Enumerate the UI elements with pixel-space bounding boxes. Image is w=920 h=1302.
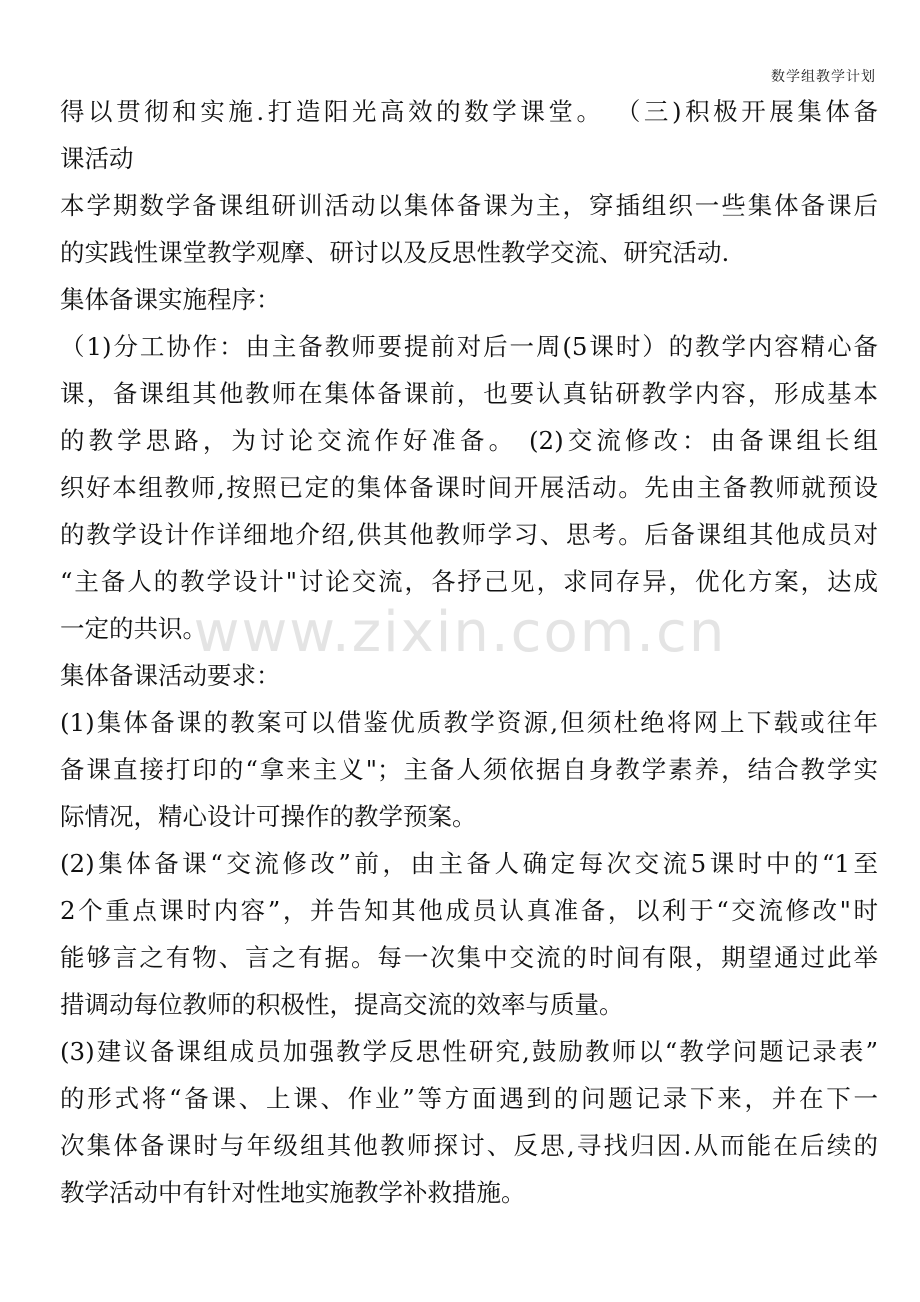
body-line: 课活动 — [60, 144, 134, 173]
body-line: 本学期数学备课组研训活动以集体备课为主，穿插组织一些集体备课后 — [60, 191, 878, 220]
body-line: 课，备课组其他教师在集体备课前，也要认真钻研教学内容，形成基本 — [60, 379, 878, 408]
body-line: 际情况，精心设计可操作的教学预案。 — [60, 802, 477, 831]
body-line: （1)分工协作：由主备教师要提前对后一周(5课时）的教学内容精心备 — [60, 332, 878, 361]
body-line: 备课直接打印的“拿来主义"；主备人须依据自身教学素养，结合教学实 — [60, 755, 878, 784]
body-line: 的教学思路，为讨论交流作好准备。 (2)交流修改：由备课组长组 — [60, 426, 878, 455]
body-line: (2)集体备课“交流修改”前，由主备人确定每次交流5课时中的“1至 — [60, 849, 878, 878]
body-line: 能够言之有物、言之有据。每一次集中交流的时间有限，期望通过此举 — [60, 943, 878, 972]
body-line: 教学活动中有针对性地实施教学补救措施。 — [60, 1178, 526, 1207]
body-line: (3)建议备课组成员加强教学反思性研究,鼓励教师以“教学问题记录表” — [60, 1037, 878, 1066]
watermark: www.zixin.com.cn — [193, 600, 727, 665]
body-line: 措调动每位教师的积极性，提高交流的效率与质量。 — [60, 990, 624, 1019]
body-line: (1)集体备课的教案可以借鉴优质教学资源,但须杜绝将网上下载或往年 — [60, 708, 878, 737]
body-line: 一定的共识。 — [60, 614, 207, 643]
body-line: “主备人的教学设计"讨论交流，各抒己见，求同存异，优化方案，达成 — [60, 567, 878, 596]
body-line: 的教学设计作详细地介绍,供其他教师学习、思考。后备课组其他成员对 — [60, 520, 878, 549]
document-body — [60, 88, 878, 1216]
body-line: 的实践性课堂教学观摩、研讨以及反思性教学交流、研究活动. — [60, 238, 730, 267]
body-line: 织好本组教师,按照已定的集体备课时间开展活动。先由主备教师就预设 — [60, 473, 878, 502]
body-line: 2个重点课时内容”，并告知其他成员认真准备，以利于“交流修改"时 — [60, 896, 878, 925]
running-header: 数学组教学计划 — [771, 69, 876, 85]
body-line: 次集体备课时与年级组其他教师探讨、反思,寻找归因.从而能在后续的 — [60, 1131, 878, 1160]
body-line: 集体备课实施程序： — [60, 285, 281, 314]
body-line: 的形式将“备课、上课、作业”等方面遇到的问题记录下来，并在下一 — [60, 1084, 878, 1113]
body-line: 得以贯彻和实施.打造阳光高效的数学课堂。 （三)积极开展集体备 — [60, 97, 878, 126]
body-line: 集体备课活动要求： — [60, 661, 281, 690]
